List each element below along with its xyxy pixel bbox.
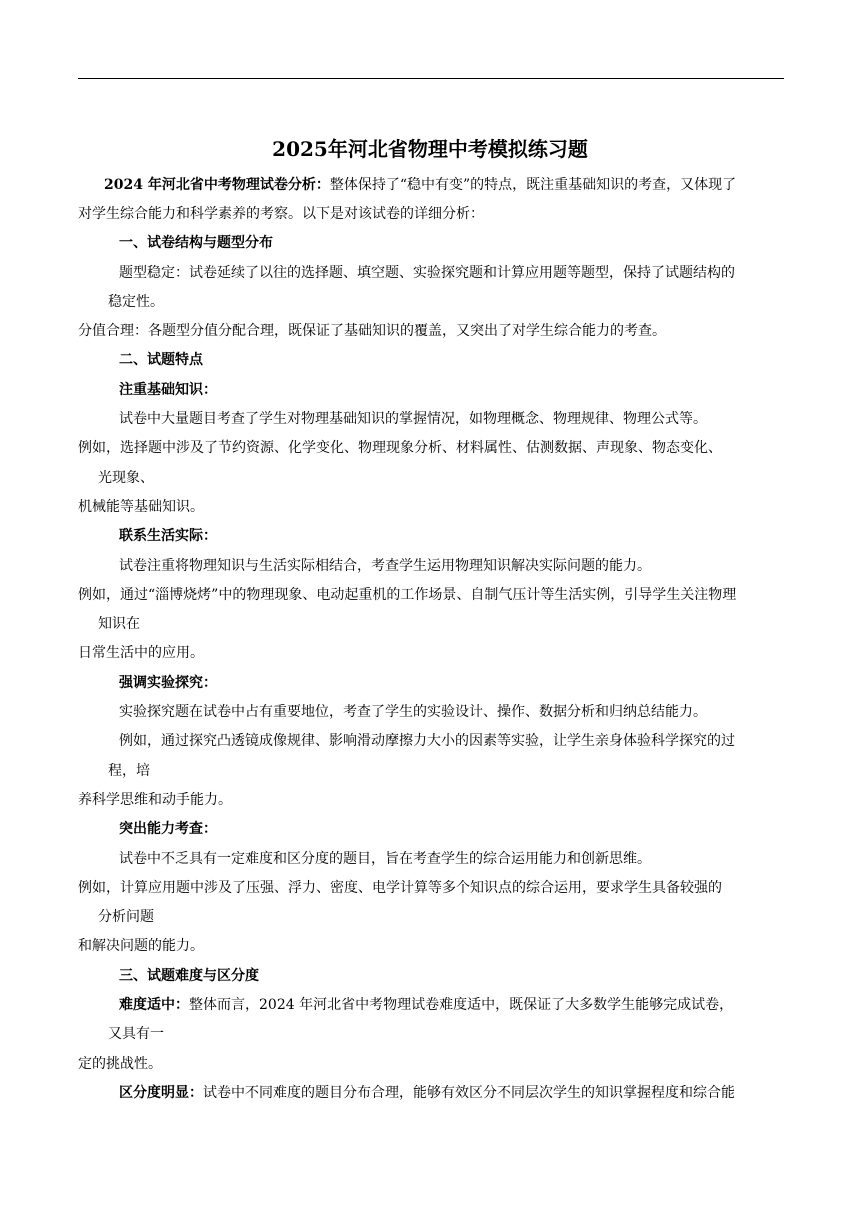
paragraph-line: [104, 173, 736, 197]
paragraph-line: 定的挑战性。: [78, 1056, 162, 1072]
header-rule: [78, 78, 784, 79]
subsection-heading: 强调实验探究：: [119, 675, 217, 691]
line-text: 试卷中不同难度的题目分布合理，能够有效区分不同层次学生的知识掌握程度和综合能: [203, 1085, 735, 1101]
paragraph-line: 实验探究题在试卷中占有重要地位，考查了学生的实验设计、操作、数据分析和归纳总结能力。: [119, 704, 707, 720]
paragraph-line: 养科学思维和动手能力。: [78, 792, 232, 808]
bold-lead: 难度适中：: [119, 997, 189, 1013]
document-title: 2025年河北省物理中考模拟练习题: [272, 137, 588, 161]
paragraph-line: 日常生活中的应用。: [78, 645, 204, 661]
paragraph-line: 例如，通过探究凸透镜成像规律、影响滑动摩擦力大小的因素等实验，让学生亲身体验科学探究的过: [119, 733, 735, 749]
paragraph-line: 例如，计算应用题中涉及了压强、浮力、密度、电学计算等多个知识点的综合运用，要求学生具备较强的: [78, 880, 722, 896]
subsection-heading: 注重基础知识：: [119, 382, 217, 398]
paragraph-line: 试卷中不乏具有一定难度和区分度的题目，旨在考查学生的综合运用能力和创新思维。: [119, 851, 651, 867]
paragraph-line: [119, 993, 733, 1017]
paragraph-line: 试卷注重将物理知识与生活实际相结合，考查学生运用物理知识解决实际问题的能力。: [119, 558, 651, 574]
bold-lead: 2024 年河北省中考物理试卷分析：: [104, 177, 330, 193]
line-text: 整体保持了“稳中有变”的特点，既注重基础知识的考查，又体现了: [329, 177, 737, 193]
section-heading: 三、试题难度与区分度: [119, 968, 259, 984]
paragraph-line: 和解决问题的能力。: [78, 938, 204, 954]
paragraph-line: 稳定性。: [108, 294, 164, 310]
line-text: 整体而言，2024 年河北省中考物理试卷难度适中，既保证了大多数学生能够完成试卷，: [189, 997, 734, 1013]
paragraph-line: 程，培: [108, 763, 150, 779]
paragraph-line: 知识在: [98, 616, 140, 632]
paragraph-line: 光现象、: [98, 470, 154, 486]
paragraph-line: 分值合理：各题型分值分配合理，既保证了基础知识的覆盖，又突出了对学生综合能力的考查。: [78, 323, 666, 339]
paragraph-line: 例如，通过“淄博烧烤”中的物理现象、电动起重机的工作场景、自制气压计等生活实例，引导学生关注物理: [78, 587, 737, 603]
paragraph-line: 题型稳定：试卷延续了以往的选择题、填空题、实验探究题和计算应用题等题型，保持了试题结构的: [119, 265, 735, 281]
paragraph-line: 对学生综合能力和科学素养的考察。以下是对该试卷的详细分析：: [78, 206, 484, 222]
section-heading: 一、试卷结构与题型分布: [119, 235, 273, 251]
bold-lead: 区分度明显：: [119, 1085, 203, 1101]
paragraph-line: [119, 1081, 735, 1105]
paragraph-line: 例如，选择题中涉及了节约资源、化学变化、物理现象分析、材料属性、估测数据、声现象、物态变化、: [78, 440, 722, 456]
subsection-heading: 联系生活实际：: [119, 528, 217, 544]
paragraph-line: 机械能等基础知识。: [78, 499, 204, 515]
section-heading: 二、试题特点: [119, 352, 203, 368]
paragraph-line: 又具有一: [108, 1026, 164, 1042]
subsection-heading: 突出能力考查：: [119, 821, 217, 837]
paragraph-line: 分析问题: [98, 909, 154, 925]
paragraph-line: 试卷中大量题目考查了学生对物理基础知识的掌握情况，如物理概念、物理规律、物理公式等。: [119, 411, 707, 427]
